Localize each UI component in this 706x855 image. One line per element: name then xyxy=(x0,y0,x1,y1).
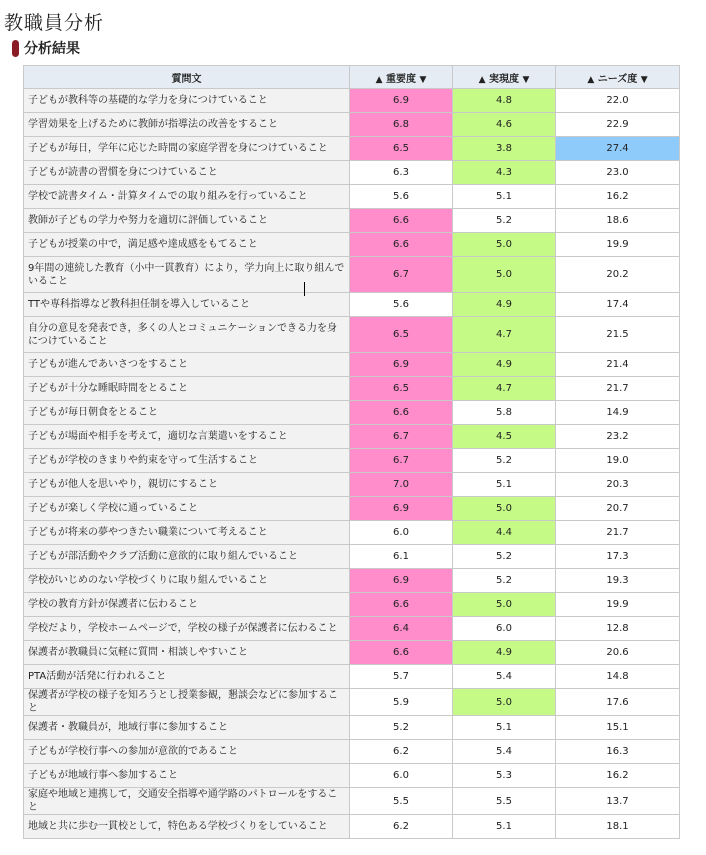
importance-cell: 6.5 xyxy=(350,317,453,353)
table-row xyxy=(24,233,680,257)
needs-cell: 19.0 xyxy=(556,449,680,473)
needs-cell: 27.4 xyxy=(556,137,680,161)
sort-asc-icon[interactable]: ▲ xyxy=(478,74,486,85)
reality-cell: 4.9 xyxy=(453,641,556,665)
table-row xyxy=(24,665,680,689)
table-row xyxy=(24,497,680,521)
question-cell: 子どもが部活動やクラブ活動に意欲的に取り組んでいること xyxy=(24,545,350,569)
needs-cell: 12.8 xyxy=(556,617,680,641)
importance-cell: 6.8 xyxy=(350,113,453,137)
reality-cell: 5.1 xyxy=(453,716,556,740)
reality-cell: 4.5 xyxy=(453,425,556,449)
reality-cell: 5.0 xyxy=(453,233,556,257)
importance-cell: 5.2 xyxy=(350,716,453,740)
importance-cell: 6.9 xyxy=(350,89,453,113)
sort-desc-icon[interactable]: ▼ xyxy=(522,74,530,85)
section-marker xyxy=(12,40,19,57)
question-cell: TTや専科指導など教科担任制を導入していること xyxy=(24,293,350,317)
table-row xyxy=(24,257,680,293)
needs-cell: 17.3 xyxy=(556,545,680,569)
table-row xyxy=(24,137,680,161)
reality-cell: 4.8 xyxy=(453,89,556,113)
needs-cell: 17.4 xyxy=(556,293,680,317)
needs-cell: 17.6 xyxy=(556,689,680,716)
importance-cell: 5.6 xyxy=(350,293,453,317)
importance-cell: 6.6 xyxy=(350,641,453,665)
reality-cell: 5.1 xyxy=(453,815,556,839)
question-cell: 子どもが学校行事への参加が意欲的であること xyxy=(24,740,350,764)
question-cell: 子どもが毎日朝食をとること xyxy=(24,401,350,425)
importance-cell: 6.5 xyxy=(350,377,453,401)
importance-cell: 6.6 xyxy=(350,593,453,617)
question-cell: 学校の教育方針が保護者に伝わること xyxy=(24,593,350,617)
table-row xyxy=(24,569,680,593)
needs-cell: 16.3 xyxy=(556,740,680,764)
header-importance-label: 重要度 xyxy=(386,73,416,85)
importance-cell: 6.2 xyxy=(350,740,453,764)
page-title: 教職員分析 xyxy=(4,12,105,34)
importance-cell: 6.9 xyxy=(350,497,453,521)
section-title: 分析結果 xyxy=(24,41,80,57)
needs-cell: 19.9 xyxy=(556,233,680,257)
reality-cell: 5.0 xyxy=(453,593,556,617)
table-row xyxy=(24,473,680,497)
table-row xyxy=(24,113,680,137)
needs-cell: 22.0 xyxy=(556,89,680,113)
reality-cell: 4.7 xyxy=(453,317,556,353)
reality-cell: 5.4 xyxy=(453,665,556,689)
question-cell: 9年間の連続した教育（小中一貫教育）により，学力向上に取り組んでいること xyxy=(24,257,350,293)
sort-asc-icon[interactable]: ▲ xyxy=(375,74,383,85)
table-row xyxy=(24,617,680,641)
reality-cell: 5.2 xyxy=(453,209,556,233)
table-row xyxy=(24,521,680,545)
reality-cell: 5.1 xyxy=(453,473,556,497)
table-row xyxy=(24,545,680,569)
table-row xyxy=(24,449,680,473)
importance-cell: 6.9 xyxy=(350,353,453,377)
importance-cell: 6.6 xyxy=(350,209,453,233)
importance-cell: 6.6 xyxy=(350,401,453,425)
table-row xyxy=(24,641,680,665)
question-cell: 家庭や地域と連携して，交通安全指導や通学路のパトロールをすること xyxy=(24,788,350,815)
needs-cell: 14.9 xyxy=(556,401,680,425)
needs-cell: 20.2 xyxy=(556,257,680,293)
table-row xyxy=(24,353,680,377)
reality-cell: 4.4 xyxy=(453,521,556,545)
question-cell: 子どもが進んであいさつをすること xyxy=(24,353,350,377)
analysis-table xyxy=(23,65,680,839)
table-row xyxy=(24,815,680,839)
reality-cell: 5.3 xyxy=(453,764,556,788)
table-row xyxy=(24,293,680,317)
needs-cell: 23.0 xyxy=(556,161,680,185)
reality-cell: 5.0 xyxy=(453,257,556,293)
question-cell: 子どもが教科等の基礎的な学力を身につけていること xyxy=(24,89,350,113)
reality-cell: 4.9 xyxy=(453,293,556,317)
needs-cell: 21.4 xyxy=(556,353,680,377)
header-needs-label: ニーズ度 xyxy=(597,73,638,85)
needs-cell: 21.7 xyxy=(556,377,680,401)
table-row xyxy=(24,209,680,233)
table-row xyxy=(24,161,680,185)
question-cell: 保護者・教職員が，地域行事に参加すること xyxy=(24,716,350,740)
question-cell: 子どもが毎日，学年に応じた時間の家庭学習を身につけていること xyxy=(24,137,350,161)
reality-cell: 4.3 xyxy=(453,161,556,185)
sort-desc-icon[interactable]: ▼ xyxy=(640,74,648,85)
question-cell: 地域と共に歩む一貫校として，特色ある学校づくりをしていること xyxy=(24,815,350,839)
reality-cell: 4.9 xyxy=(453,353,556,377)
importance-cell: 5.6 xyxy=(350,185,453,209)
reality-cell: 4.6 xyxy=(453,113,556,137)
needs-cell: 23.2 xyxy=(556,425,680,449)
header-needs[interactable] xyxy=(556,66,680,89)
importance-cell: 6.7 xyxy=(350,449,453,473)
table-row xyxy=(24,740,680,764)
importance-cell: 6.0 xyxy=(350,521,453,545)
reality-cell: 5.8 xyxy=(453,401,556,425)
question-cell: 保護者が教職員に気軽に質問・相談しやすいこと xyxy=(24,641,350,665)
table-row xyxy=(24,689,680,716)
reality-cell: 3.8 xyxy=(453,137,556,161)
question-cell: 子どもが学校のきまりや約束を守って生活すること xyxy=(24,449,350,473)
importance-cell: 5.5 xyxy=(350,788,453,815)
text-cursor-icon xyxy=(304,282,305,296)
table-row xyxy=(24,377,680,401)
question-cell: 子どもが他人を思いやり，親切にすること xyxy=(24,473,350,497)
table-header-row xyxy=(24,66,680,89)
table-row xyxy=(24,89,680,113)
table-row xyxy=(24,185,680,209)
needs-cell: 16.2 xyxy=(556,185,680,209)
needs-cell: 22.9 xyxy=(556,113,680,137)
table-row xyxy=(24,401,680,425)
needs-cell: 13.7 xyxy=(556,788,680,815)
table-row xyxy=(24,788,680,815)
question-cell: 子どもが地域行事へ参加すること xyxy=(24,764,350,788)
importance-cell: 6.7 xyxy=(350,425,453,449)
needs-cell: 18.1 xyxy=(556,815,680,839)
importance-cell: 6.7 xyxy=(350,257,453,293)
needs-cell: 18.6 xyxy=(556,209,680,233)
question-cell: 子どもが授業の中で，満足感や達成感をもてること xyxy=(24,233,350,257)
header-importance[interactable] xyxy=(350,66,453,89)
importance-cell: 5.9 xyxy=(350,689,453,716)
importance-cell: 7.0 xyxy=(350,473,453,497)
question-cell: 子どもが楽しく学校に通っていること xyxy=(24,497,350,521)
table-row xyxy=(24,764,680,788)
importance-cell: 6.2 xyxy=(350,815,453,839)
needs-cell: 21.5 xyxy=(556,317,680,353)
question-cell: 学校だより，学校ホームページで，学校の様子が保護者に伝わること xyxy=(24,617,350,641)
question-cell: 子どもが読書の習慣を身につけていること xyxy=(24,161,350,185)
reality-cell: 5.2 xyxy=(453,449,556,473)
header-question-label: 質問文 xyxy=(171,73,202,85)
header-question xyxy=(24,66,350,89)
table-row xyxy=(24,317,680,353)
header-reality-label: 実現度 xyxy=(489,73,519,85)
section-heading xyxy=(12,38,80,58)
question-cell: 保護者が学校の様子を知ろうとし授業参観，懇談会などに参加すること xyxy=(24,689,350,716)
sort-desc-icon[interactable]: ▼ xyxy=(419,74,427,85)
table-row xyxy=(24,425,680,449)
importance-cell: 6.3 xyxy=(350,161,453,185)
needs-cell: 19.9 xyxy=(556,593,680,617)
table-row xyxy=(24,593,680,617)
importance-cell: 6.1 xyxy=(350,545,453,569)
importance-cell: 5.7 xyxy=(350,665,453,689)
question-cell: 学校で読書タイム・計算タイムでの取り組みを行っていること xyxy=(24,185,350,209)
needs-cell: 20.7 xyxy=(556,497,680,521)
reality-cell: 4.7 xyxy=(453,377,556,401)
question-cell: 自分の意見を発表でき，多くの人とコミュニケーションできる力を身につけていること xyxy=(24,317,350,353)
needs-cell: 20.3 xyxy=(556,473,680,497)
table-row xyxy=(24,716,680,740)
needs-cell: 15.1 xyxy=(556,716,680,740)
needs-cell: 21.7 xyxy=(556,521,680,545)
importance-cell: 6.0 xyxy=(350,764,453,788)
question-cell: 子どもが将来の夢やつきたい職業について考えること xyxy=(24,521,350,545)
needs-cell: 20.6 xyxy=(556,641,680,665)
question-cell: PTA活動が活発に行われること xyxy=(24,665,350,689)
needs-cell: 16.2 xyxy=(556,764,680,788)
question-cell: 子どもが場面や相手を考えて，適切な言葉遣いをすること xyxy=(24,425,350,449)
importance-cell: 6.5 xyxy=(350,137,453,161)
reality-cell: 6.0 xyxy=(453,617,556,641)
importance-cell: 6.4 xyxy=(350,617,453,641)
reality-cell: 5.0 xyxy=(453,497,556,521)
reality-cell: 5.0 xyxy=(453,689,556,716)
reality-cell: 5.1 xyxy=(453,185,556,209)
question-cell: 教師が子どもの学力や努力を適切に評価していること xyxy=(24,209,350,233)
reality-cell: 5.2 xyxy=(453,545,556,569)
sort-asc-icon[interactable]: ▲ xyxy=(587,74,595,85)
importance-cell: 6.9 xyxy=(350,569,453,593)
question-cell: 子どもが十分な睡眠時間をとること xyxy=(24,377,350,401)
reality-cell: 5.4 xyxy=(453,740,556,764)
reality-cell: 5.5 xyxy=(453,788,556,815)
reality-cell: 5.2 xyxy=(453,569,556,593)
question-cell: 学習効果を上げるために教師が指導法の改善をすること xyxy=(24,113,350,137)
needs-cell: 19.3 xyxy=(556,569,680,593)
question-cell: 学校がいじめのない学校づくりに取り組んでいること xyxy=(24,569,350,593)
importance-cell: 6.6 xyxy=(350,233,453,257)
needs-cell: 14.8 xyxy=(556,665,680,689)
header-reality[interactable] xyxy=(453,66,556,89)
